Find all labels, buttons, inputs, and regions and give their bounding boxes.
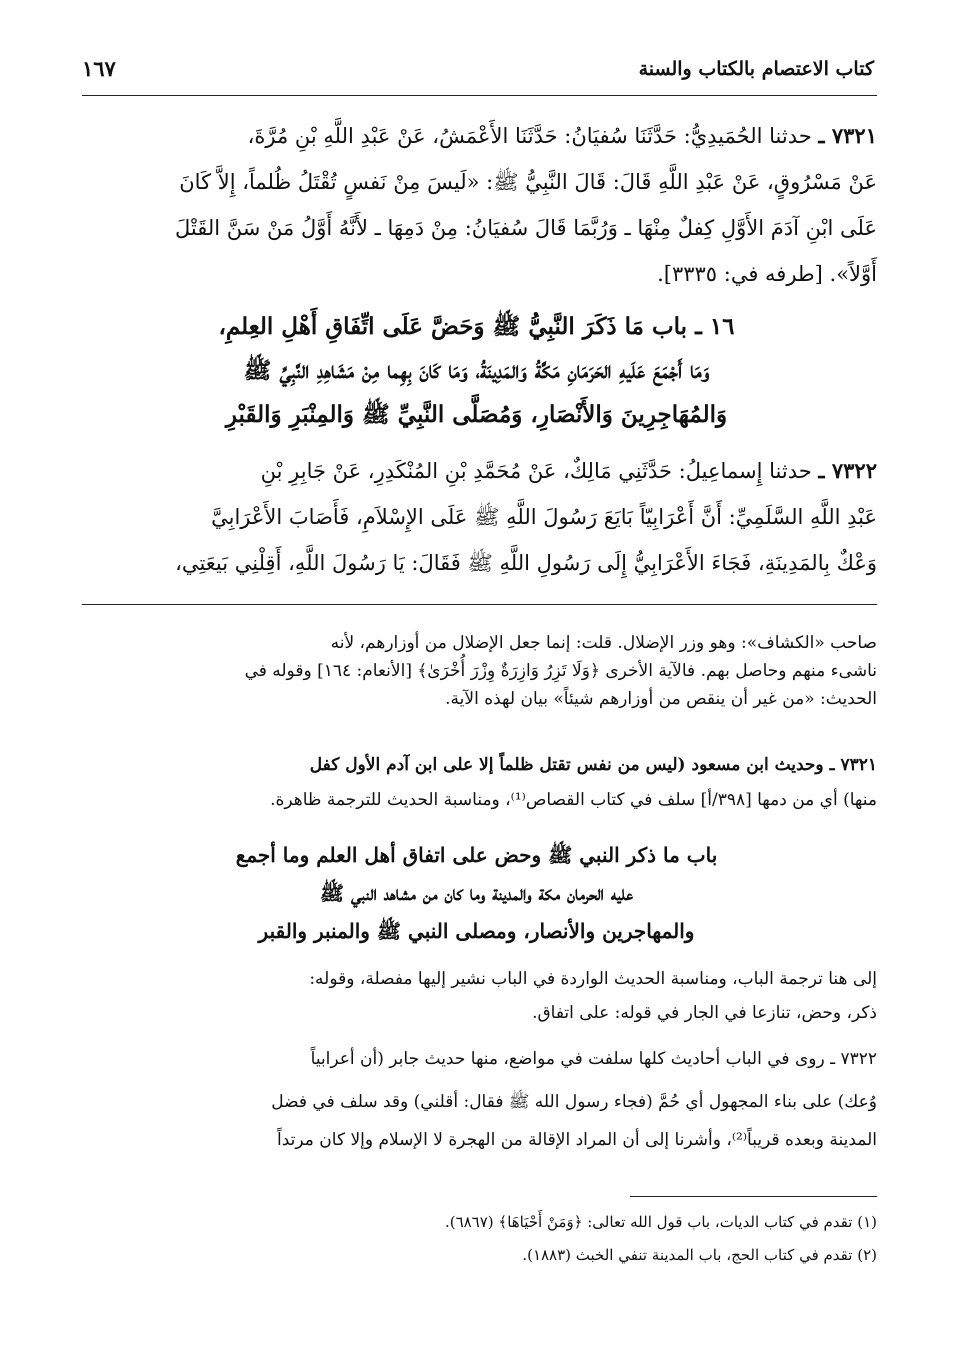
- hadith-number: ٧٣٢١ ـ: [818, 123, 877, 148]
- bab-line: وَالمُهَاجِرِينَ وَالأَنْصَارِ، وَمُصَلَّى النَّبِيِّ ﷺ وَالمِنْبَرِ وَالقَبْرِ: [225, 401, 728, 428]
- footnote-rule: [630, 1196, 877, 1197]
- hadith-line: عَلَى ابْنِ آدَمَ الأَوَّلِ كِفلٌ مِنْهَا ـ وَرُبَّمَا قَالَ سُفيَانُ: مِنْ دَمِهَا ـ لأَنَّهُ أَوَّلُ مَنْ سَنَّ القَتْلَ: [175, 216, 877, 240]
- commentary-line: صاحب «الكشاف»: وهو وزر الإضلال. قلت: إنما جعل الإضلال من أوزارهم، لأنه: [330, 633, 877, 653]
- commentary-line: ذكر، وحض، تنازعا في الجار في قوله: على اتفاق.: [532, 1003, 877, 1023]
- commentary-line: ناشىء منهم وحاصل بهم. فالآية الأخرى ﴿وَلَا تَزِرُ وَازِرَةٌ وِزْرَ أُخْرَىٰ﴾ [الأنعام: ١٦٤] وقوله في: [244, 661, 877, 681]
- header-rule: [82, 95, 877, 96]
- footnote-text: تقدم في كتاب الحج، باب المدينة تنفي الخبث (١٨٨٣).: [522, 1246, 853, 1264]
- footnote-marker: (١): [857, 1213, 877, 1231]
- commentary-line: ٧٣٢٢ ـ روى في الباب أحاديث كلها سلفت في مواضع، منها حديث جابر (أن أعرابياً: [310, 1049, 877, 1069]
- hadith-line: [82, 448, 877, 494]
- commentary-line: الحديث: «من غير أن ينقص من أوزارهم شيئاً» بيان لهذه الآية.: [445, 689, 877, 709]
- footnote: [82, 1213, 877, 1231]
- commentary-line: منها) أي من دمها [٣٩٨/أ] سلف في كتاب القصاص⁽¹⁾، ومناسبة الحديث للترجمة ظاهرة.: [270, 790, 877, 810]
- bab-line: وَمَا أَجْمَعَ عَلَيهِ الحَرَمَانِ مَكَّةُ وَالمَدِينَةُ، وَمَا كَانَ بِهِما مِنْ مَشَاهِدِ النَّبِيِّ ﷺ: [243, 357, 710, 384]
- commentary-line: إلى هنا ترجمة الباب، ومناسبة الحديث الواردة في الباب نشير إليها مفصلة، وقوله:: [309, 969, 877, 989]
- footnote-marker: (٢): [857, 1246, 877, 1264]
- bab-line: ١٦ ـ باب مَا ذَكَرَ النَّبِيُّ ﷺ وَحَضَّ عَلَى اتِّفَاقِ أَهْلِ العِلمِ،: [218, 313, 735, 340]
- footnote: [82, 1246, 877, 1264]
- hadith-line: [82, 113, 877, 159]
- footnote-text: تقدم في كتاب الديات، باب قول الله تعالى: ﴿وَمَنْ أَحْيَاهَا﴾ (٦٨٦٧).: [444, 1213, 853, 1231]
- hadith-line: أَوَّلاً». [طرفه في: ٣٣٣٥].: [657, 262, 877, 286]
- hadith-text: حدثنا الحُمَيدِيُّ: حَدَّثَنَا سُفيَانُ: حَدَّثَنَا الأَعْمَشُ، عَنْ عَبْدِ اللَّهِ بْنِ مُرَّةَ،: [247, 124, 812, 148]
- section-divider: [82, 604, 877, 605]
- hadith-line: عَبْدِ اللَّهِ السَّلَمِيِّ: أَنَّ أَعْرَابِيّاً بَايَعَ رَسُولَ اللَّهِ ﷺ عَلَى الإِسْلاَمِ، فَأَصَابَ الأَعْرَابِيَّ: [211, 505, 877, 529]
- page-number: ١٦٧: [82, 56, 116, 81]
- commentary-line: وُعك) على بناء المجهول أي حُمَّ (فجاء رسول الله ﷺ فقال: أقلني) وقد سلف في فضل: [271, 1092, 877, 1112]
- commentary-line: المدينة وبعده قريباً⁽²⁾، وأشرنا إلى أن المراد الإقالة من الهجرة لا الإسلام وإلا كان مرتداً: [277, 1130, 877, 1150]
- hadith-line: عَنْ مَسْرُوقٍ، عَنْ عَبْدِ اللَّهِ قَالَ: قَالَ النَّبِيُّ ﷺ: «لَيسَ مِنْ نَفسٍ تُقْتَلُ ظُلماً، إِلاَّ كَانَ: [179, 170, 877, 194]
- hadith-number: ٧٣٢٢ ـ: [818, 458, 877, 483]
- commentary-bab-line: عليه الحرمان مكة والمدينة وما كان من مشاهد النبي ﷺ: [319, 881, 634, 905]
- commentary-bab-line: والمهاجرين والأنصار، ومصلى النبي ﷺ والمنبر والقبر: [258, 919, 695, 943]
- hadith-text: حدثنا إِسماعِيلُ: حَدَّثَنِي مَالِكٌ، عَنْ مُحَمَّدِ بْنِ المُنْكَدِرِ، عَنْ جَابِرِ بْنِ: [260, 459, 812, 483]
- commentary-line: ٧٣٢١ ـ وحديث ابن مسعود (ليس من نفس تقتل ظلماً إلا على ابن آدم الأول كفل: [309, 755, 877, 775]
- hadith-line: وَعْكٌ بِالمَدِينَةِ، فَجَاءَ الأَعْرَابِيُّ إِلَى رَسُولِ اللَّهِ ﷺ فَقَالَ: يَا رَسُولَ اللَّهِ، أَقِلْنِي بَيعَتِي،: [175, 551, 877, 575]
- commentary-bab-line: باب ما ذكر النبي ﷺ وحض على اتفاق أهل العلم وما أجمع: [235, 843, 718, 867]
- book-title: كتاب الاعتصام بالكتاب والسنة: [638, 58, 874, 80]
